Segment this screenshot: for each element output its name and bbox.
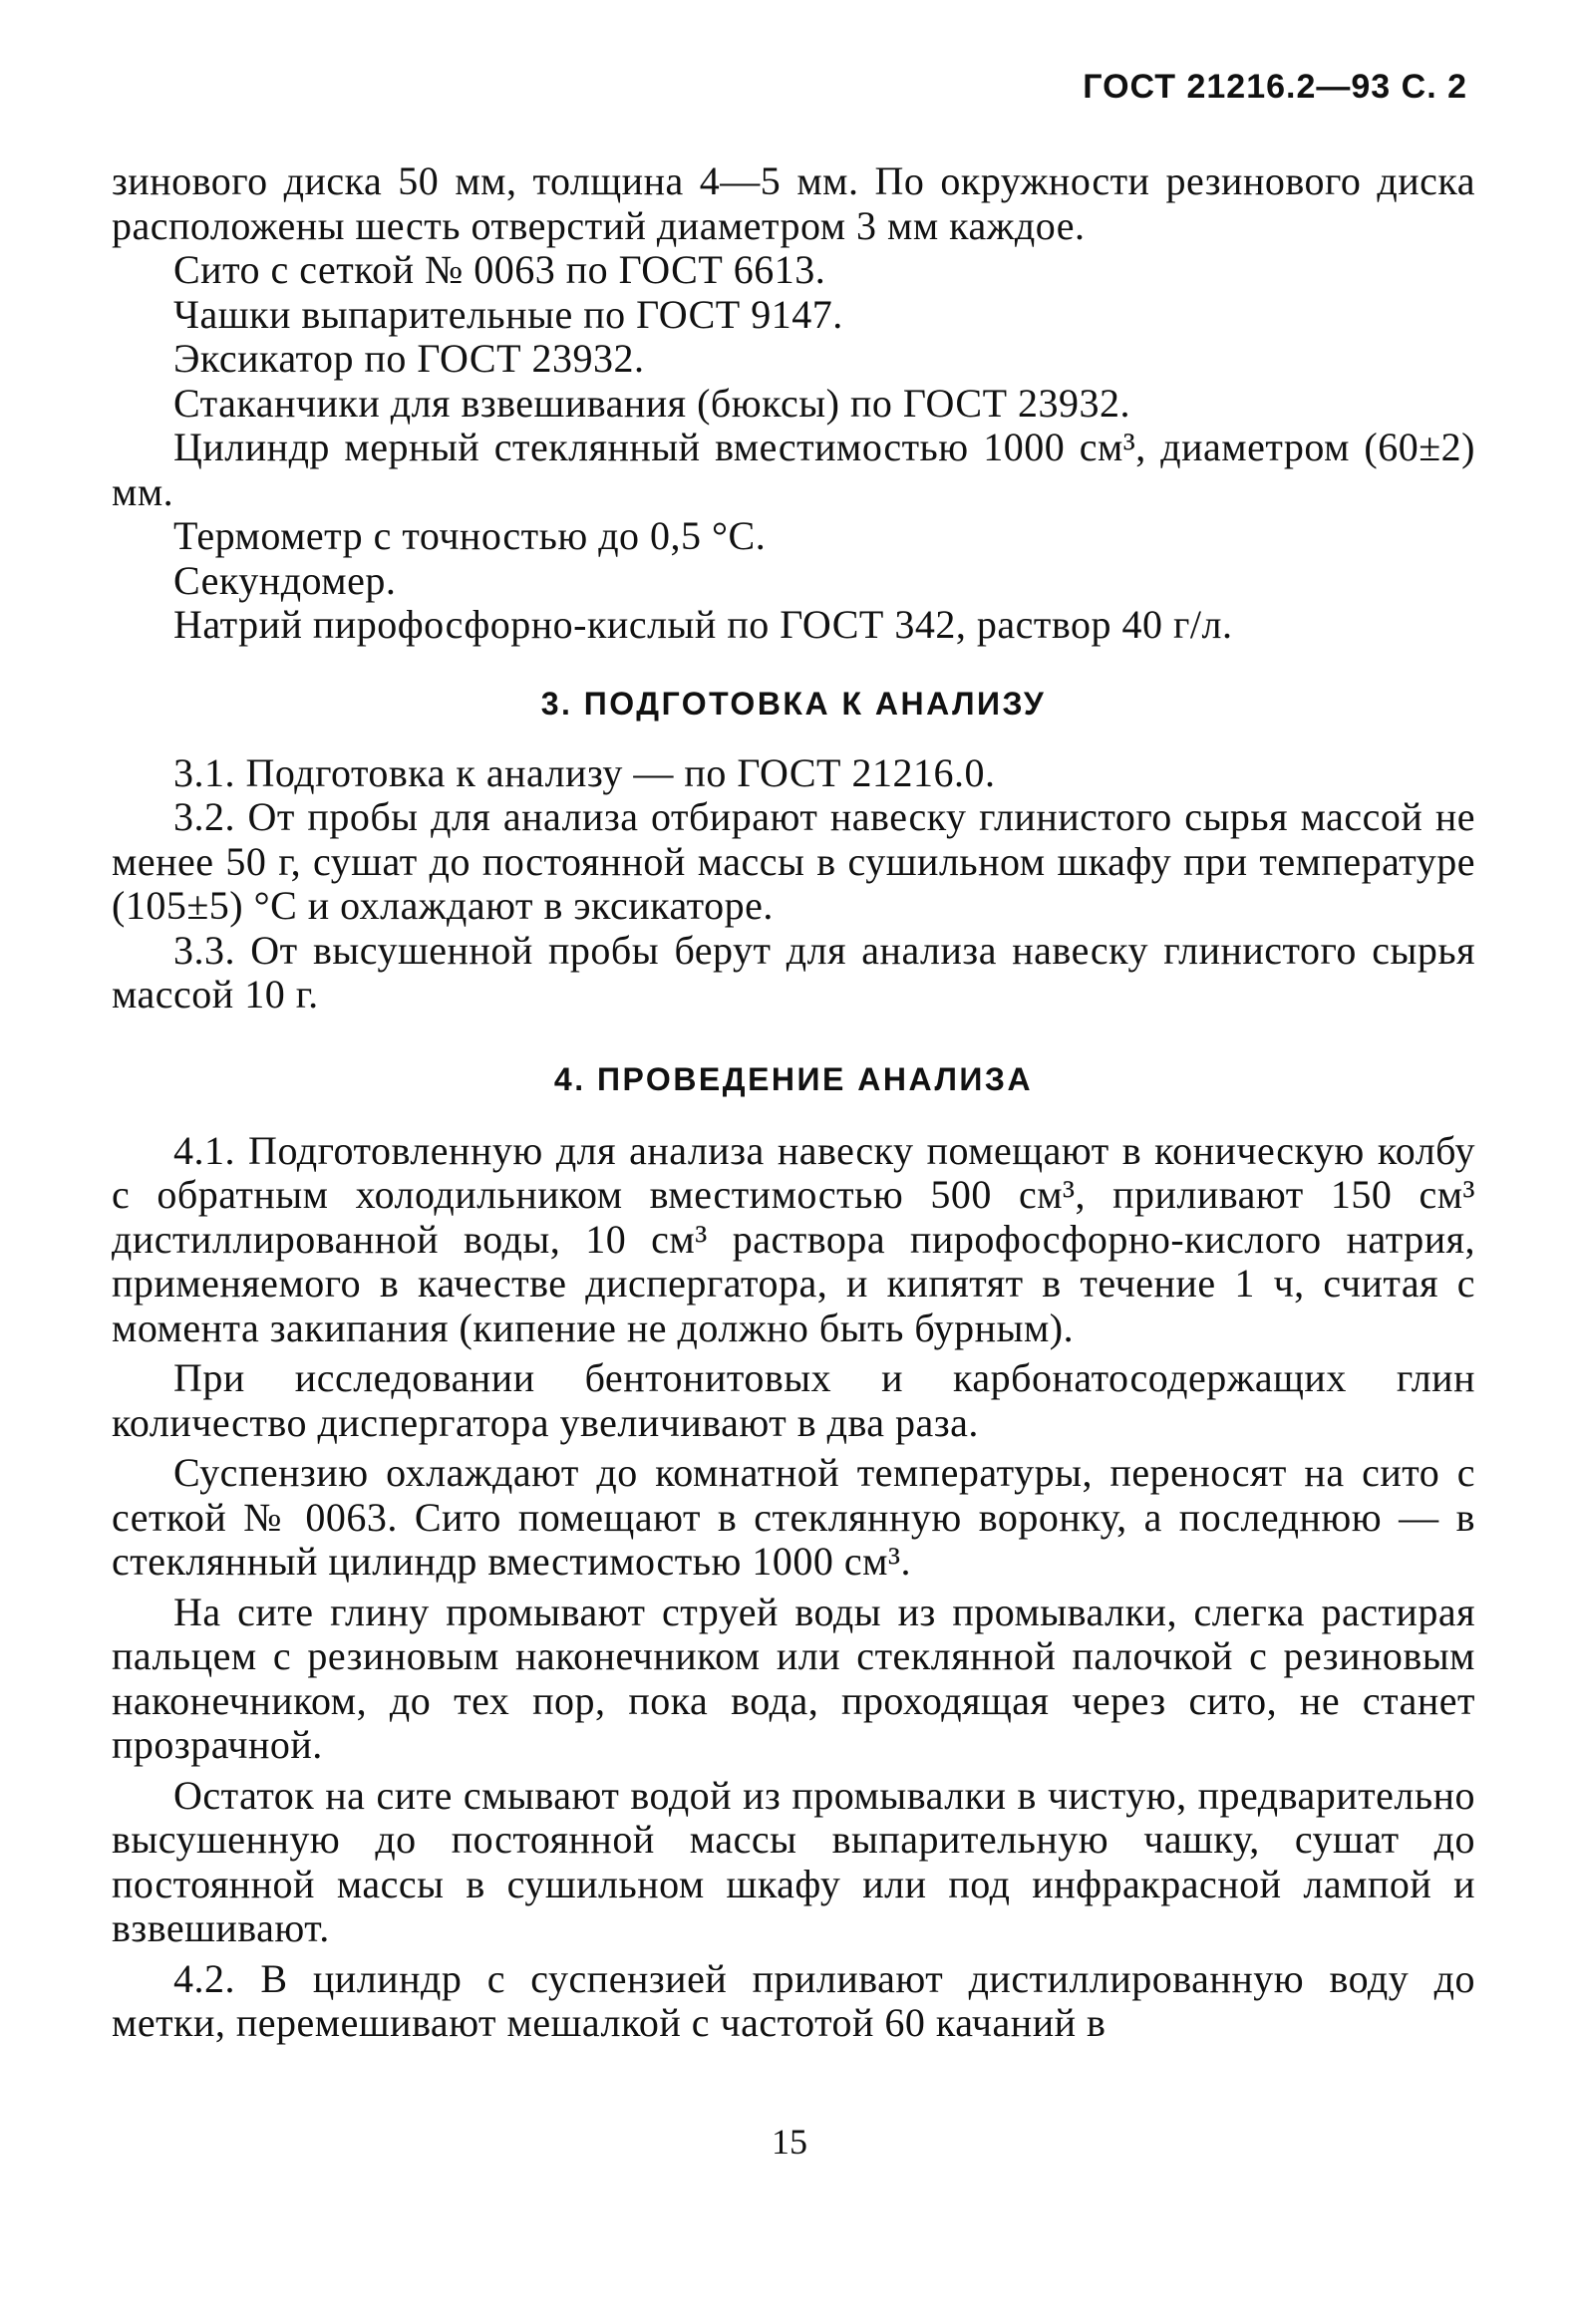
equipment-weighing-bottles: Стаканчики для взвешивания (бюксы) по ГОСТ 23932.: [173, 380, 1131, 426]
section-3-3: 3.3. От высушенной пробы берут для анализа навеску глинистого сырья массой 10 г.: [112, 927, 1475, 1017]
equipment-evaporating-dishes: Чашки выпарительные по ГОСТ 9147.: [173, 291, 843, 337]
section-3-2: 3.2. От пробы для анализа отбирают навеску глинистого сырья массой не менее 50 г, сушат до постоянной массы в сушильном шкафу при температуре (105±5) °С и охлаждают в эксикаторе.: [112, 794, 1475, 928]
section-4-1-residue: Остаток на сите смывают водой из промывалки в чистую, предварительно высушенную до постоянной массы выпарительную чашку, сушат до постоянной массы в сушильном шкафу или под инфракрасной лампой и взвешивают.: [112, 1772, 1475, 1950]
equipment-thermometer: Термометр с точностью до 0,5 °С.: [173, 513, 767, 558]
equipment-sieve: Сито с сеткой № 0063 по ГОСТ 6613.: [173, 247, 826, 292]
section-4-2: 4.2. В цилиндр с суспензией приливают дистиллированную воду до метки, перемешивают мешалкой с частотой 60 качаний в: [112, 1955, 1475, 2045]
equipment-stopwatch: Секундомер.: [173, 557, 397, 603]
section-3-1: 3.1. Подготовка к анализу — по ГОСТ 21216.0.: [173, 749, 996, 795]
section-4-1-washing: На сите глину промывают струей воды из промывалки, слегка растирая пальцем с резиновым наконечником или стеклянной палочкой с резиновым наконечником, до тех пор, пока вода, проходящая через сито, не станет прозрачной.: [112, 1589, 1475, 1767]
equipment-sodium-pyrophosphate: Натрий пирофосфорно-кислый по ГОСТ 342, раствор 40 г/л.: [173, 602, 1233, 647]
section-4-1: 4.1. Подготовленную для анализа навеску помещают в коническую колбу с обратным холодильником вместимостью 500 см³, приливают 150 см³ дистиллированной воды, 10 см³ раствора пирофосфорно-кислого натрия, применяемого в качестве диспергатора, и кипятят в течение 1 ч, считая с момента закипания (кипение не должно быть бурным).: [112, 1127, 1475, 1350]
section-4-heading: 4. ПРОВЕДЕНИЕ АНАЛИЗА: [553, 1060, 1034, 1097]
page-header: ГОСТ 21216.2—93 С. 2: [1083, 68, 1467, 106]
equipment-desiccator: Эксикатор по ГОСТ 23932.: [173, 336, 645, 381]
equipment-cylinder: Цилиндр мерный стеклянный вместимостью 1000 см³, диаметром (60±2) мм.: [112, 425, 1475, 514]
section-4-1-bentonite-note: При исследовании бентонитовых и карбонатосодержащих глин количество диспергатора увеличивают в два раза.: [112, 1355, 1475, 1445]
section-4-1-suspension: Суспензию охлаждают до комнатной температуры, переносят на сито с сеткой № 0063. Сито помещают в стеклянную воронку, а последнюю — в стеклянный цилиндр вместимостью 1000 см³.: [112, 1450, 1475, 1584]
document-body: [112, 159, 1475, 2046]
page-number: 15: [772, 2122, 807, 2162]
section-3-heading: 3. ПОДГОТОВКА К АНАЛИЗУ: [540, 685, 1047, 722]
equipment-paragraph-continued: зинового диска 50 мм, толщина 4—5 мм. По окружности резинового диска расположены шесть отверстий диаметром 3 мм каждое.: [112, 158, 1475, 248]
